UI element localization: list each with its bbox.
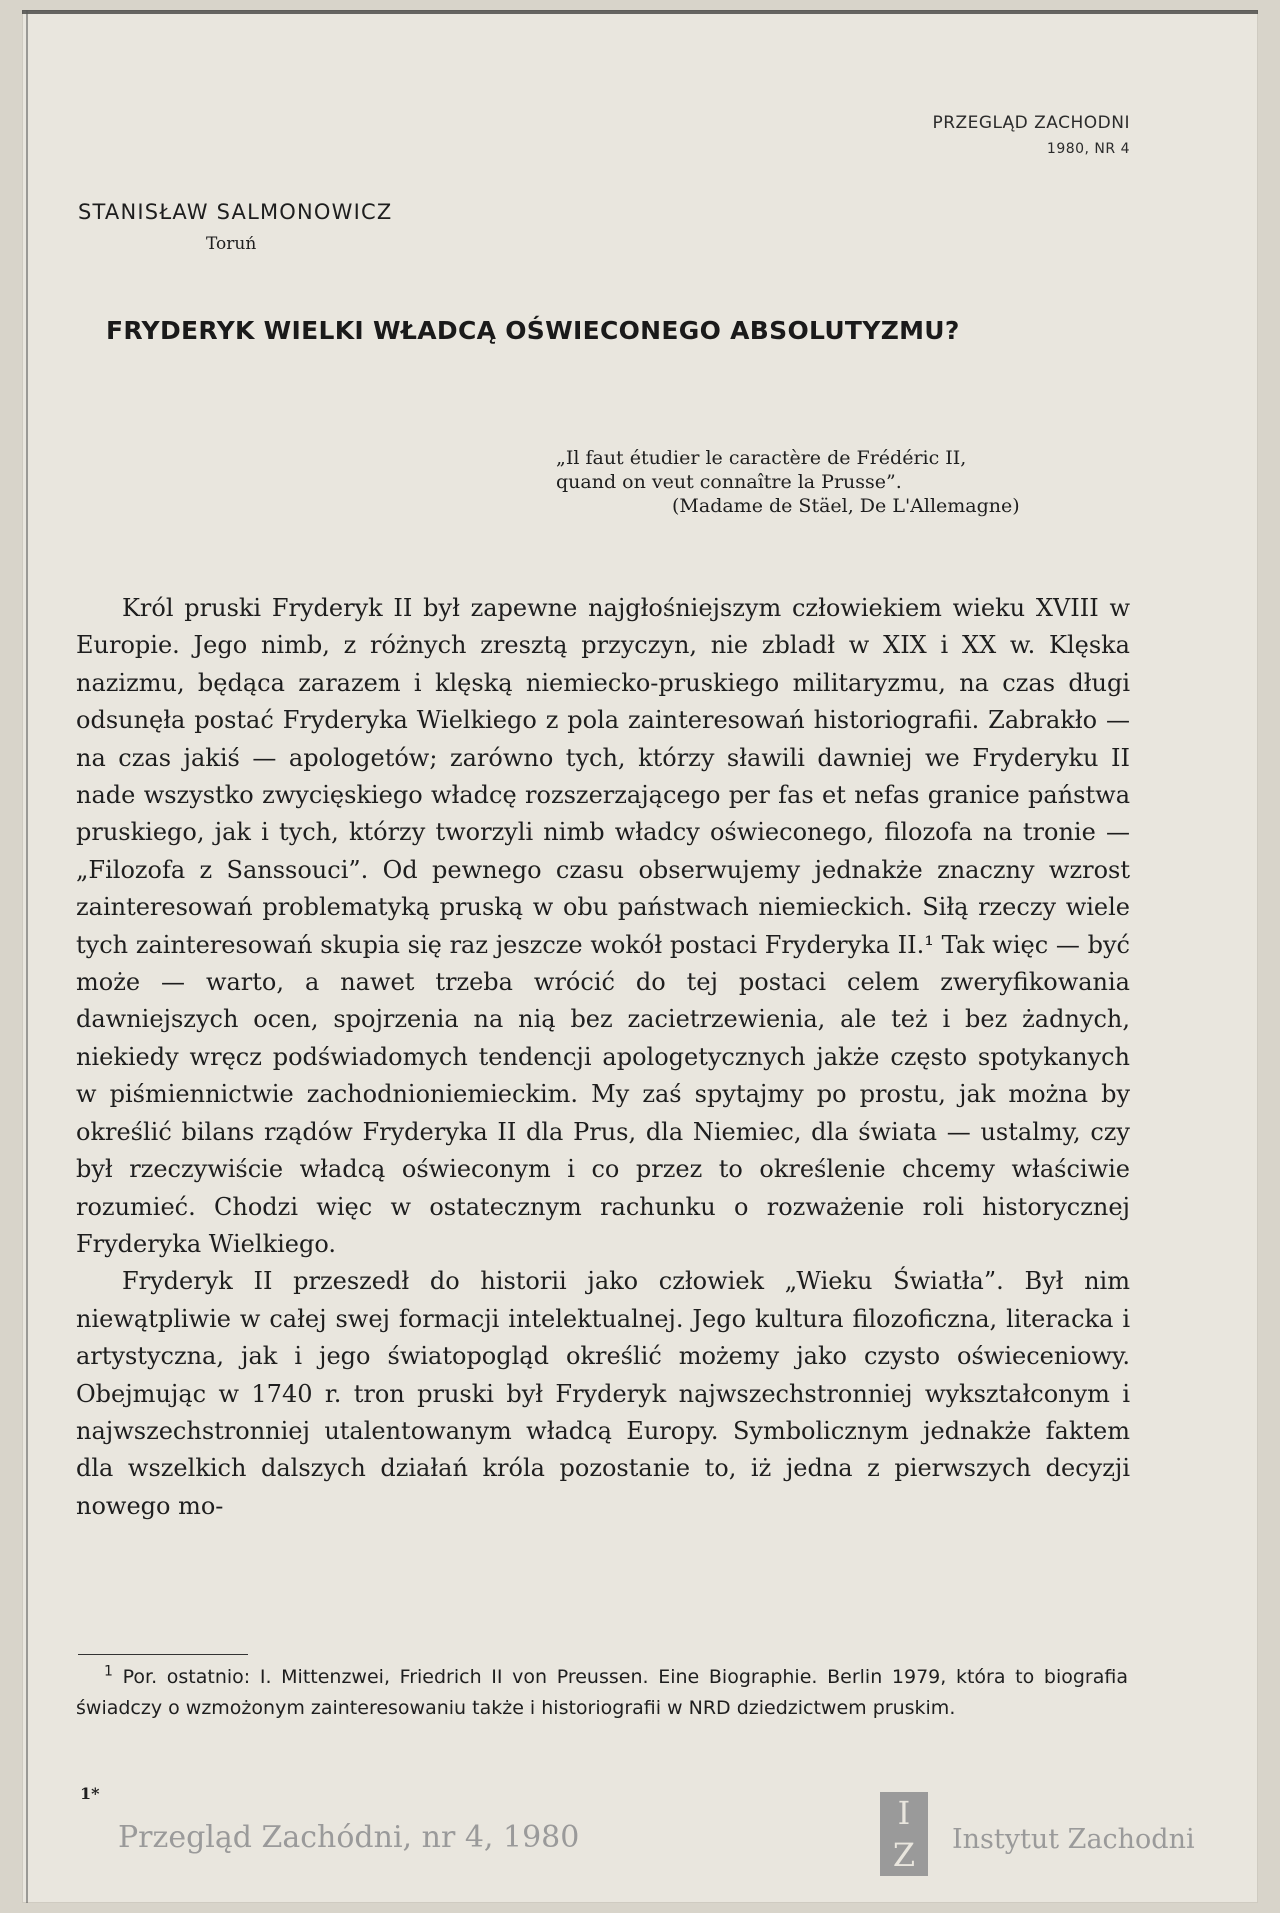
article-body (76, 590, 1130, 1525)
paragraph-1: Król pruski Fryderyk II był zapewne najgłośniejszym człowiekiem wieku XVIII w Europie. Jego nimb, z różnych zresztą przyczyn, nie zbladł w XIX i XX w. Klęska nazizmu, będąca zarazem i klęską niemiecko-pruskiego militaryzmu, na czas długi odsunęła postać Fryderyka Wielkiego z pola zainteresowań historiografii. Zabrakło — na czas jakiś — apologetów; zarówno tych, którzy sławili dawniej we Fryderyku II nade wszystko zwycięskiego władcę rozszerzającego per fas et nefas granice państwa pruskiego, jak i tych, którzy tworzyli nimb władcy oświeconego, filozofa na tronie — „Filozofa z Sanssouci”. Od pewnego czasu obserwujemy jednakże znaczny wzrost zainteresowań problematyką pruską w obu państwach niemieckich. Siłą rzeczy wiele tych zainteresowań skupia się raz jeszcze wokół postaci Fryderyka II.¹ Tak więc — być może — warto, a nawet trzeba wrócić do tej postaci celem zweryfikowania dawniejszych ocen, spojrzenia na nią bez zacietrzewienia, ale też i bez żadnych, niekiedy wręcz podświadomych tendencji apologetycznych jakże często spotykanych w piśmiennictwie zachodnioniemieckim. My zaś spytajmy po prostu, jak można by określić bilans rządów Fryderyka II dla Prus, dla Niemiec, dla świata — ustalmy, czy był rzeczywiście władcą oświeconym i co przez to określenie chcemy właściwie rozumieć. Chodzi więc w ostatecznym rachunku o rozważenie roli historycznej Fryderyka Wielkiego. (76, 594, 1130, 1258)
epigraph-source: (Madame de Stäel, De L'Allemagne) (672, 495, 1020, 517)
binding-edge-rule (26, 10, 28, 1903)
footnote (76, 1662, 1128, 1724)
author-name: STANISŁAW SALMONOWICZ (78, 200, 393, 224)
footnote-rule (78, 1654, 248, 1655)
journal-name: PRZEGLĄD ZACHODNI (932, 113, 1130, 133)
paragraph-2: Fryderyk II przeszedł do historii jako człowiek „Wieku Światła”. Był nim niewątpliwie w całej swej formacji intelektualnej. Jego kultura filozoficzna, literacka i artystyczna, jak i jego światopogląd określić możemy jako czysto oświeceniowy. Obejmując w 1740 r. tron pruski był Fryderyk najwszechstronniej wykształconym i najwszechstronniej utalentowanym władcą Europy. Symbolicznym jednakże faktem dla wszelkich dalszych działań króla pozostanie to, iż jedna z pierwszych decyzji nowego mo- (76, 1267, 1130, 1520)
signature-mark: 1* (80, 1784, 100, 1803)
footnote-mark: 1 (104, 1663, 113, 1680)
top-edge-rule (22, 10, 1258, 14)
logo-letter-bottom: Z (892, 1836, 916, 1874)
document-page (22, 10, 1258, 1903)
institute-logo-icon (880, 1792, 928, 1876)
journal-issue: 1980, NR 4 (1046, 141, 1130, 157)
footer-source: Przegląd Zachódni, nr 4, 1980 (118, 1820, 580, 1855)
journal-header (932, 110, 1130, 162)
logo-letter-top: I (897, 1794, 911, 1832)
epigraph (556, 446, 1126, 518)
article-title: FRYDERYK WIELKI WŁADCĄ OŚWIECONEGO ABSOLUTYZMU? (106, 316, 960, 345)
author-city: Toruń (206, 234, 257, 254)
epigraph-line-1: „Il faut étudier le caractère de Frédéric II, (556, 447, 967, 469)
epigraph-line-2: quand on veut connaître la Prusse”. (556, 471, 902, 493)
footer-institute: Instytut Zachodni (952, 1824, 1195, 1855)
footnote-text: Por. ostatnio: I. Mittenzwei, Friedrich II von Preussen. Eine Biographie. Berlin 1979, która to biografia świadczy o wzmożonym zainteresowaniu także i historiografii w NRD dziedzictwem pruskim. (76, 1666, 1128, 1719)
